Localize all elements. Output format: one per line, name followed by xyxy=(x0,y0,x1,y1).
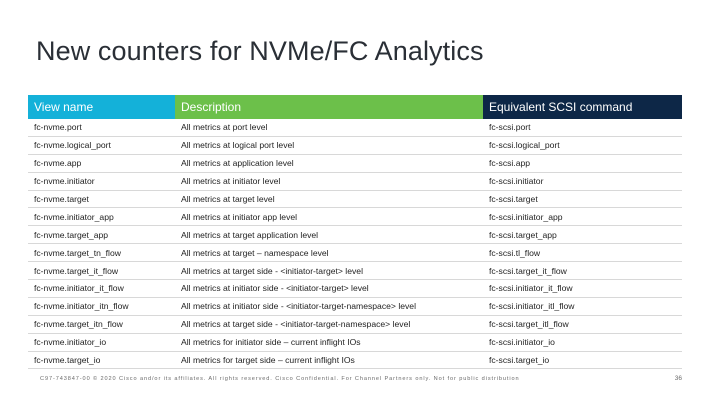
table-row xyxy=(28,137,682,155)
table-row xyxy=(28,334,682,352)
counters-table xyxy=(28,95,682,369)
table-row xyxy=(28,226,682,244)
view-name-cell: fc-nvme.target xyxy=(34,194,89,204)
scsi-command-cell: fc-scsi.target_io xyxy=(489,355,550,366)
view-name-cell: fc-nvme.target_app xyxy=(34,229,109,240)
view-name-cell: fc-nvme.port xyxy=(34,122,82,133)
header-scsi-command: Equivalent SCSI command xyxy=(483,95,682,119)
scsi-command-cell: fc-scsi.port xyxy=(489,122,531,133)
description-cell: All metrics at logical port level xyxy=(181,140,295,151)
table-row xyxy=(28,298,682,316)
scsi-command-cell: fc-scsi.target xyxy=(489,194,538,204)
slide-title: New counters for NVMe/FC Analytics xyxy=(36,36,484,66)
table-row xyxy=(28,119,682,137)
description-cell: All metrics at initiator side - <initiator-target-namespace> level xyxy=(181,301,416,312)
scsi-command-cell: fc-scsi.initiator xyxy=(489,176,544,187)
scsi-command-cell: fc-scsi.initiator_it_flow xyxy=(489,283,573,294)
scsi-command-cell: fc-scsi.tl_flow xyxy=(489,247,541,258)
view-name-cell: fc-nvme.initiator xyxy=(34,176,95,187)
header-description: Description xyxy=(175,95,483,119)
scsi-command-cell: fc-scsi.app xyxy=(489,158,531,169)
description-cell: All metrics at target – namespace level xyxy=(181,247,329,258)
table-header xyxy=(28,95,682,119)
header-view-name: View name xyxy=(28,95,175,119)
description-cell: All metrics at application level xyxy=(181,158,294,169)
description-cell: All metrics for target side – current inflight IOs xyxy=(181,355,355,366)
description-cell: All metrics at initiator level xyxy=(181,176,281,187)
scsi-command-cell: fc-scsi.initiator_app xyxy=(489,211,563,222)
footer-text: C97-743847-00 © 2020 Cisco and/or its affiliates. All rights reserved. Cisco Confidential. For Channel Partners only. Not for public distribution xyxy=(40,376,520,382)
table-row xyxy=(28,173,682,191)
view-name-cell: fc-nvme.initiator_it_flow xyxy=(34,283,124,294)
view-name-cell: fc-nvme.initiator_itn_flow xyxy=(34,301,129,312)
description-cell: All metrics for initiator side – current inflight IOs xyxy=(181,337,361,348)
description-cell: All metrics at target application level xyxy=(181,229,319,240)
page-number: 36 xyxy=(674,375,682,382)
table-row xyxy=(28,262,682,280)
view-name-cell: fc-nvme.initiator_io xyxy=(34,337,107,348)
table-body xyxy=(28,119,682,369)
description-cell: All metrics at target side - <initiator-target> level xyxy=(181,265,363,276)
table-row xyxy=(28,244,682,262)
scsi-command-cell: fc-scsi.target_it_flow xyxy=(489,265,567,276)
table-row xyxy=(28,191,682,209)
table-row xyxy=(28,352,682,370)
view-name-cell: fc-nvme.app xyxy=(34,158,82,169)
description-cell: All metrics at initiator side - <initiator-target> level xyxy=(181,283,369,294)
table-row xyxy=(28,155,682,173)
view-name-cell: fc-nvme.logical_port xyxy=(34,140,111,151)
description-cell: All metrics at target side - <initiator-target-namespace> level xyxy=(181,319,411,330)
view-name-cell: fc-nvme.target_io xyxy=(34,355,101,366)
view-name-cell: fc-nvme.target_itn_flow xyxy=(34,319,123,330)
scsi-command-cell: fc-scsi.initiator_itl_flow xyxy=(489,301,575,312)
description-cell: All metrics at target level xyxy=(181,194,275,204)
table-row xyxy=(28,316,682,334)
view-name-cell: fc-nvme.target_it_flow xyxy=(34,265,119,276)
description-cell: All metrics at initiator app level xyxy=(181,211,298,222)
description-cell: All metrics at port level xyxy=(181,122,268,133)
scsi-command-cell: fc-scsi.initiator_io xyxy=(489,337,555,348)
scsi-command-cell: fc-scsi.target_itl_flow xyxy=(489,319,569,330)
scsi-command-cell: fc-scsi.target_app xyxy=(489,229,557,240)
scsi-command-cell: fc-scsi.logical_port xyxy=(489,140,560,151)
table-row xyxy=(28,208,682,226)
table-row xyxy=(28,280,682,298)
view-name-cell: fc-nvme.initiator_app xyxy=(34,211,114,222)
view-name-cell: fc-nvme.target_tn_flow xyxy=(34,247,121,258)
